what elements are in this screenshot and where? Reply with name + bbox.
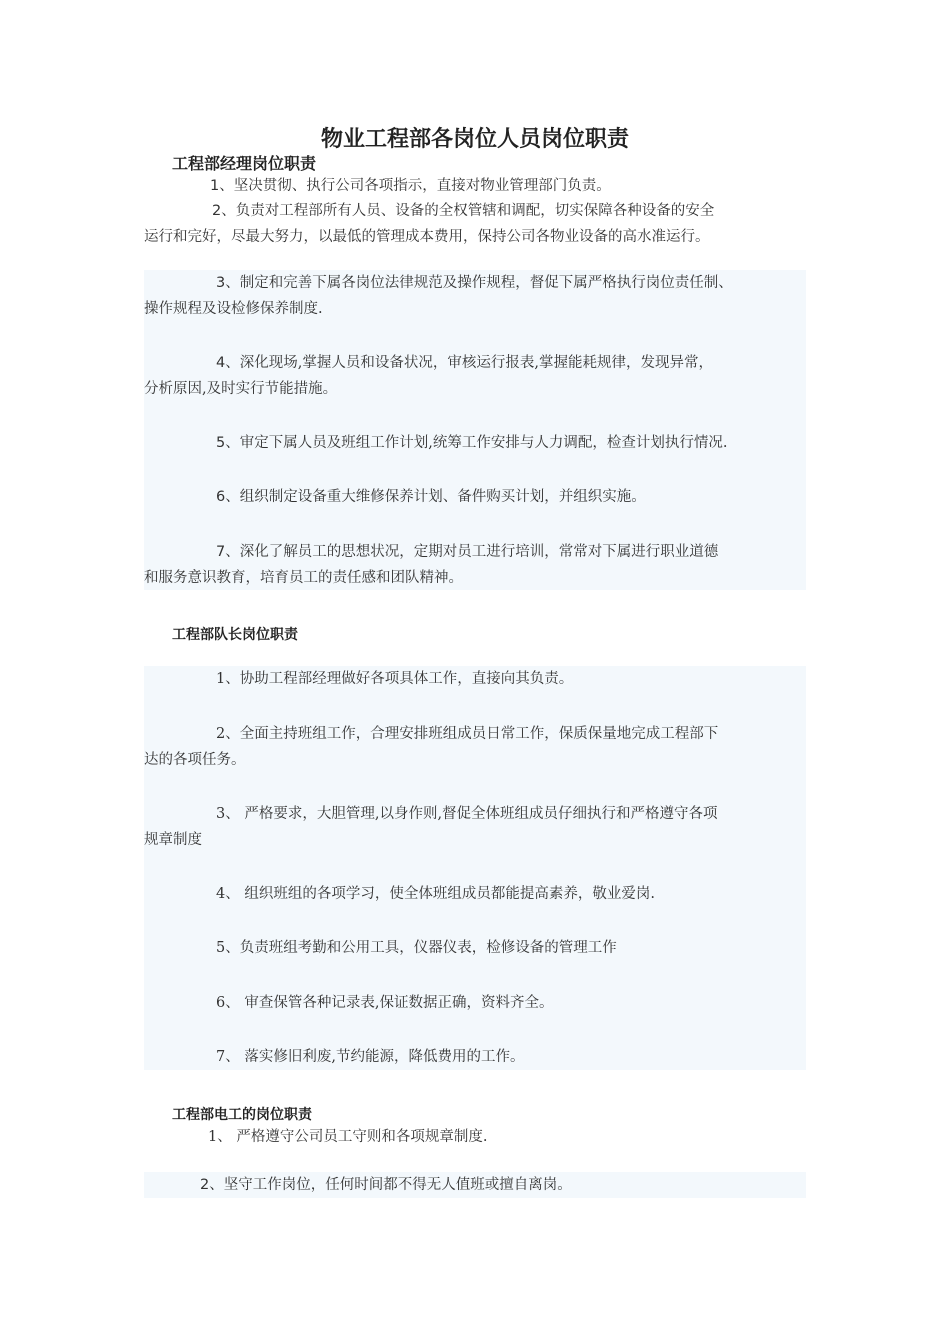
section-heading-manager: 工程部经理岗位职责 — [172, 154, 317, 173]
item-text: 、协助工程部经理做好各项具体工作，直接向其负责。 — [225, 671, 574, 687]
item-text: 和服务意识教育，培育员工的责任感和团队精神。 — [144, 570, 463, 586]
item-text: 、 组织班组的各项学习，使全体班组成员都能提高素养，敬业爱岗. — [225, 886, 655, 902]
duty-item — [144, 666, 809, 692]
item-text: 、 严格遵守公司员工守则和各项规章制度. — [217, 1129, 488, 1145]
item-number: 6 — [216, 489, 226, 505]
item-text: 、负责对工程部所有人员、设备的全权管辖和调配，切实保障各种设备的安全 — [221, 203, 715, 219]
item-text: 、深化了解员工的思想状况，定期对员工进行培训，常常对下属进行职业道德 — [225, 544, 719, 560]
item-text: 、 审查保管各种记录表,保证数据正确，资料齐全。 — [225, 995, 554, 1011]
duty-item — [144, 270, 809, 322]
duty-item — [144, 881, 809, 907]
duty-item — [144, 990, 809, 1016]
item-text: 运行和完好，尽最大努力，以最低的管理成本费用，保持公司各物业设备的高水准运行。 — [144, 229, 710, 245]
item-number: 1 — [216, 671, 226, 687]
duty-item — [144, 721, 809, 773]
duty-item — [144, 173, 809, 199]
duty-item — [144, 1044, 809, 1070]
section-heading-captain: 工程部队长岗位职责 — [172, 627, 298, 643]
item-text: 、组织制定设备重大维修保养计划、备件购买计划，并组织实施。 — [225, 489, 646, 505]
item-number: 5 — [216, 940, 226, 956]
duty-item — [144, 935, 809, 961]
item-number: 4 — [216, 886, 226, 902]
item-text: 达的各项任务。 — [144, 752, 246, 768]
item-text: 、深化现场,掌握人员和设备状况，审核运行报表,掌握能耗规律，发现异常， — [225, 355, 713, 371]
duty-item — [144, 350, 809, 402]
item-text: 、制定和完善下属各岗位法律规范及操作规程，督促下属严格执行岗位责任制、 — [225, 275, 733, 291]
item-text: 分析原因,及时实行节能措施。 — [144, 381, 338, 397]
item-number: 2 — [200, 1177, 210, 1193]
item-text: 操作规程及设检修保养制度. — [144, 301, 323, 317]
duty-item — [144, 1172, 809, 1198]
item-number: 2 — [212, 203, 222, 219]
item-number: 1 — [208, 1129, 218, 1145]
duty-item — [144, 430, 809, 456]
item-text: 、审定下属人员及班组工作计划,统筹工作安排与人力调配，检查计划执行情况. — [225, 435, 728, 451]
item-number: 6 — [216, 995, 226, 1011]
item-text: 、负责班组考勤和公用工具，仪器仪表，检修设备的管理工作 — [225, 940, 617, 956]
duty-item — [144, 484, 809, 510]
item-number: 7 — [216, 544, 226, 560]
item-number: 2 — [216, 726, 226, 742]
item-text: 、 严格要求，大胆管理,以身作则,督促全体班组成员仔细执行和严格遵守各项 — [225, 806, 718, 822]
item-text: 规章制度 — [144, 832, 202, 848]
item-number: 3 — [216, 275, 226, 291]
item-number: 1 — [210, 178, 220, 194]
item-text: 、 落实修旧利废,节约能源，降低费用的工作。 — [225, 1049, 525, 1065]
item-number: 4 — [216, 355, 226, 371]
item-text: 、全面主持班组工作，合理安排班组成员日常工作，保质保量地完成工程部下 — [225, 726, 719, 742]
document-title: 物业工程部各岗位人员岗位职责 — [320, 127, 629, 152]
duty-item — [144, 1124, 809, 1150]
duty-item — [144, 801, 809, 853]
section-heading-electrician: 工程部电工的岗位职责 — [172, 1107, 312, 1123]
item-text: 、坚守工作岗位，任何时间都不得无人值班或擅自离岗。 — [209, 1177, 572, 1193]
duty-item — [144, 198, 809, 250]
item-number: 5 — [216, 435, 226, 451]
duty-item — [144, 539, 809, 591]
item-number: 7 — [216, 1049, 226, 1065]
item-number: 3 — [216, 806, 226, 822]
item-text: 、坚决贯彻、执行公司各项指示，直接对物业管理部门负责。 — [219, 178, 611, 194]
